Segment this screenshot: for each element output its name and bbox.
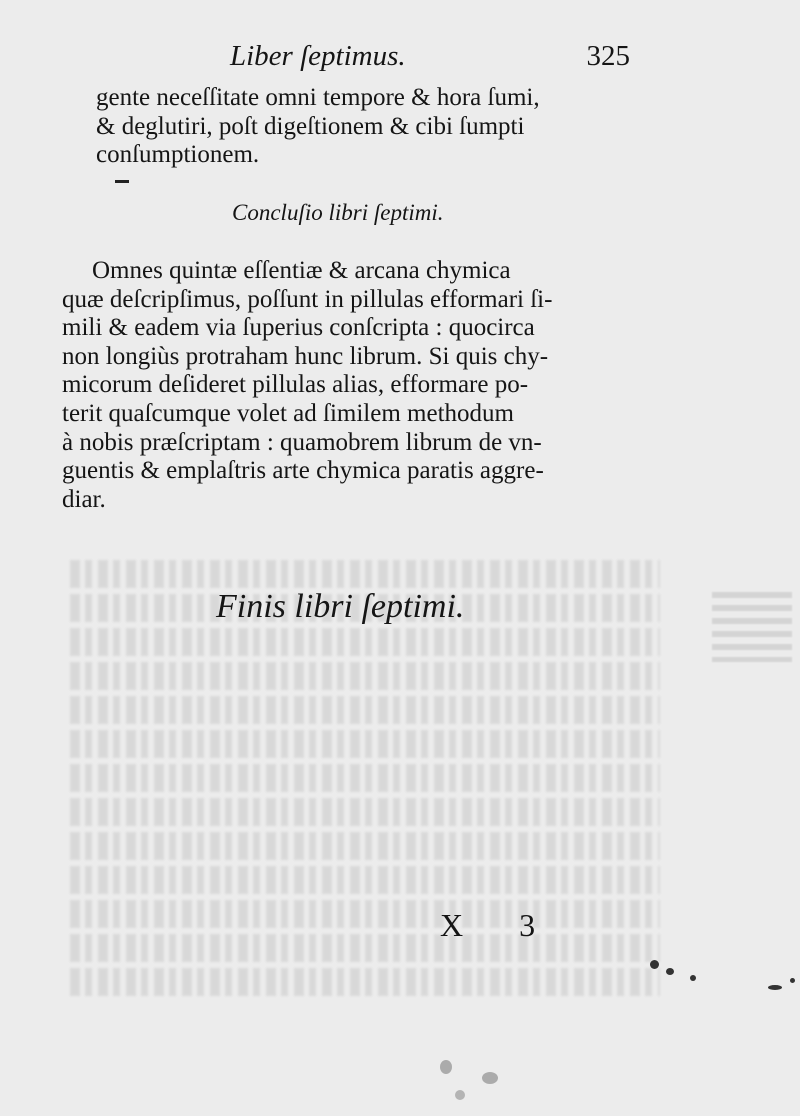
text-line: diar. [62,485,106,513]
bleed-through-margin-note [712,592,792,662]
text-line: à nobis præſcriptam : quamobrem librum de vn- [62,428,542,456]
text-line: micorum deſideret pillulas alias, efformare po- [62,371,529,399]
text-line: Omnes quintæ eſſentiæ & arcana chymica [92,257,511,284]
bleed-through-texture [70,560,660,1030]
page-number: 325 [586,40,630,72]
paragraph-continued [96,84,636,170]
paragraph-conclusion [62,257,636,514]
section-heading: Concluſio libri ſeptimi. [232,200,444,225]
text-line: & deglutiri, poſt digeſtionem & cibi ſumpti [96,112,525,140]
text-line: terit quaſcumque volet ad ſimilem methodum [62,399,514,427]
separator-dash [115,180,129,183]
running-title: Liber ſeptimus. [230,40,406,72]
text-line: mili & eadem via ſuperius conſcripta : quocirca [62,314,535,342]
finis-line: Finis libri ſeptimi. [216,588,465,625]
signature-mark: X 3 [440,907,560,943]
text-line: gente neceſſitate omni tempore & hora ſumi, [96,84,540,111]
text-line: quæ deſcripſimus, poſſunt in pillulas efformari ſi- [62,285,553,313]
text-line: conſumptionem. [96,141,260,169]
text-line: guentis & emplaſtris arte chymica paratis aggre- [62,457,544,485]
running-head [100,40,630,80]
text-line: non longiùs protraham hunc librum. Si quis chy- [62,342,549,370]
